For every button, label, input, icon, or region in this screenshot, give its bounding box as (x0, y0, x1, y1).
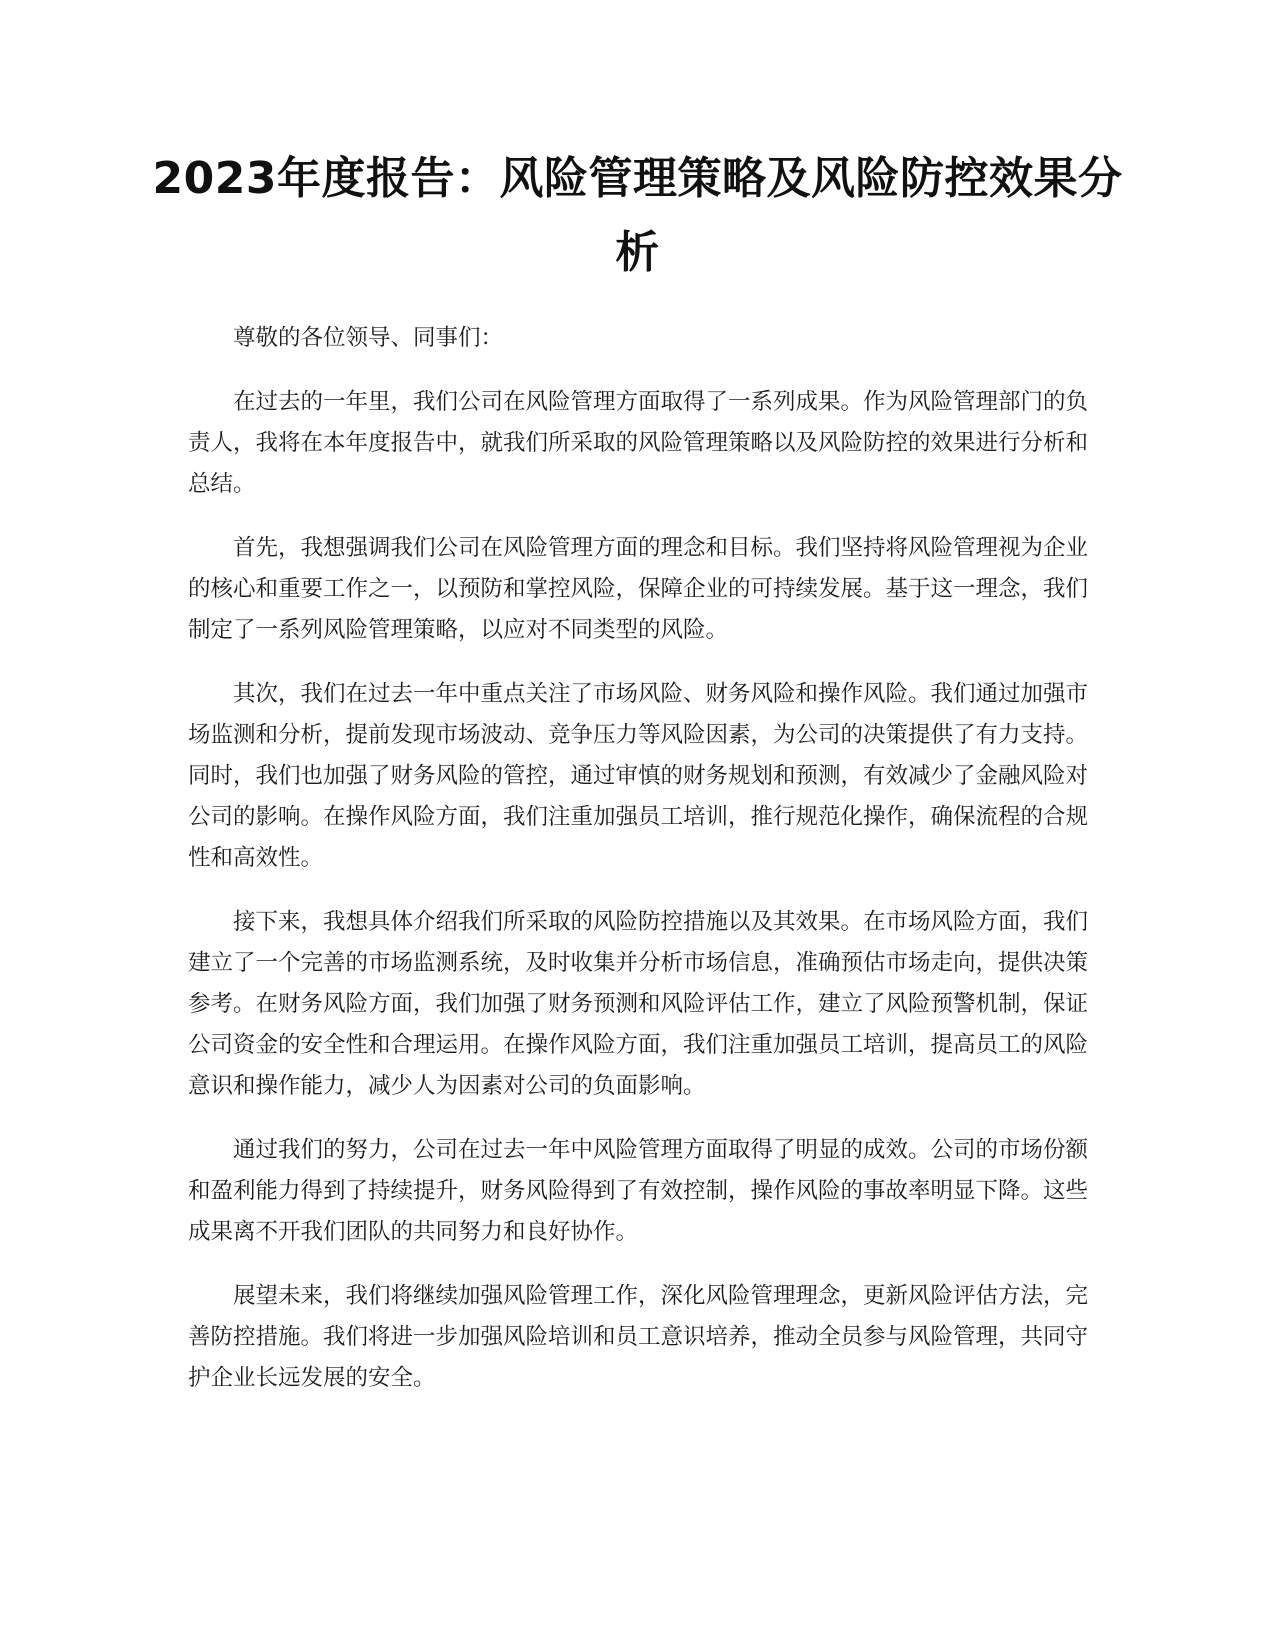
body-paragraph: 首先，我想强调我们公司在风险管理方面的理念和目标。我们坚持将风险管理视为企业的核心和重要工作之一，以预防和掌控风险，保障企业的可持续发展。基于这一理念，我们制定了一系列风险管理策略，以应对不同类型的风险。 (188, 535, 1089, 643)
body-paragraph: 通过我们的努力，公司在过去一年中风险管理方面取得了明显的成效。公司的市场份额和盈利能力得到了持续提升，财务风险得到了有效控制，操作风险的事故率明显下降。这些成果离不开我们团队的共同努力和良好协作。 (188, 1137, 1089, 1245)
body-paragraph: 在过去的一年里，我们公司在风险管理方面取得了一系列成果。作为风险管理部门的负责人，我将在本年度报告中，就我们所采取的风险管理策略以及风险防控的效果进行分析和总结。 (188, 389, 1089, 497)
document-body (188, 318, 1088, 1422)
body-paragraph: 接下来，我想具体介绍我们所采取的风险防控措施以及其效果。在市场风险方面，我们建立了一个完善的市场监测系统，及时收集并分析市场信息，准确预估市场走向，提供决策参考。在财务风险方面，我们加强了财务预测和风险评估工作，建立了风险预警机制，保证公司资金的安全性和合理运用。在操作风险方面，我们注重加强员工培训，提高员工的风险意识和操作能力，减少人为因素对公司的负面影响。 (188, 909, 1089, 1099)
body-paragraph: 其次，我们在过去一年中重点关注了市场风险、财务风险和操作风险。我们通过加强市场监测和分析，提前发现市场波动、竞争压力等风险因素，为公司的决策提供了有力支持。同时，我们也加强了财务风险的管控，通过审慎的财务规划和预测，有效减少了金融风险对公司的影响。在操作风险方面，我们注重加强员工培训，推行规范化操作，确保流程的合规性和高效性。 (188, 681, 1089, 871)
document-title: 2023年度报告：风险管理策略及风险防控效果分析 (152, 153, 1123, 278)
salutation-paragraph: 尊敬的各位领导、同事们： (233, 325, 504, 351)
body-paragraph: 展望未来，我们将继续加强风险管理工作，深化风险管理理念，更新风险评估方法，完善防控措施。我们将进一步加强风险培训和员工意识培养，推动全员参与风险管理，共同守护企业长远发展的安全。 (188, 1283, 1089, 1391)
